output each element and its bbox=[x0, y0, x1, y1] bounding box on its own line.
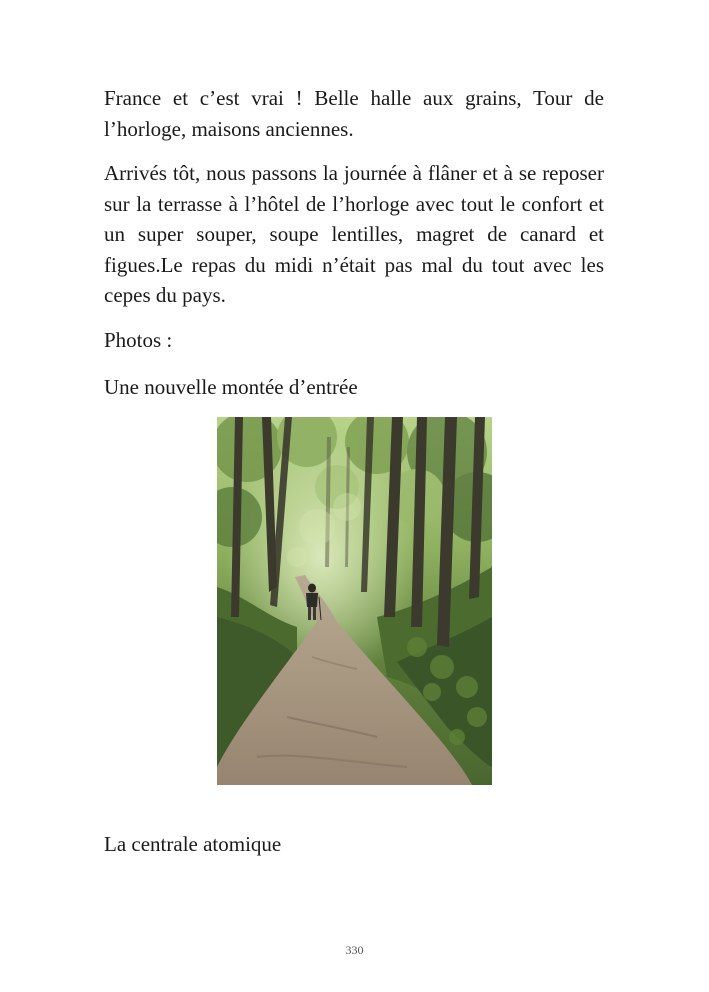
paragraph-2: Arrivés tôt, nous passons la journée à flâner et à se reposer sur la terrasse à l’hôtel de l’horloge avec tout le confort et un super souper, soupe lentilles, magret de canard et figues.Le repas du midi n’était pas mal du tout avec les cepes du pays. bbox=[104, 161, 604, 307]
paragraph-1: France et c’est vrai ! Belle halle aux grains, Tour de l’horloge, maisons anciennes. bbox=[104, 86, 604, 141]
photos-label: Photos : bbox=[104, 328, 173, 352]
forest-path-photo bbox=[217, 417, 492, 785]
forest-path-illustration bbox=[217, 417, 492, 785]
photo-caption-montee: Une nouvelle montée d’entrée bbox=[104, 375, 358, 399]
page-number: 330 bbox=[345, 943, 364, 957]
photo-caption-centrale: La centrale atomique bbox=[104, 832, 282, 856]
